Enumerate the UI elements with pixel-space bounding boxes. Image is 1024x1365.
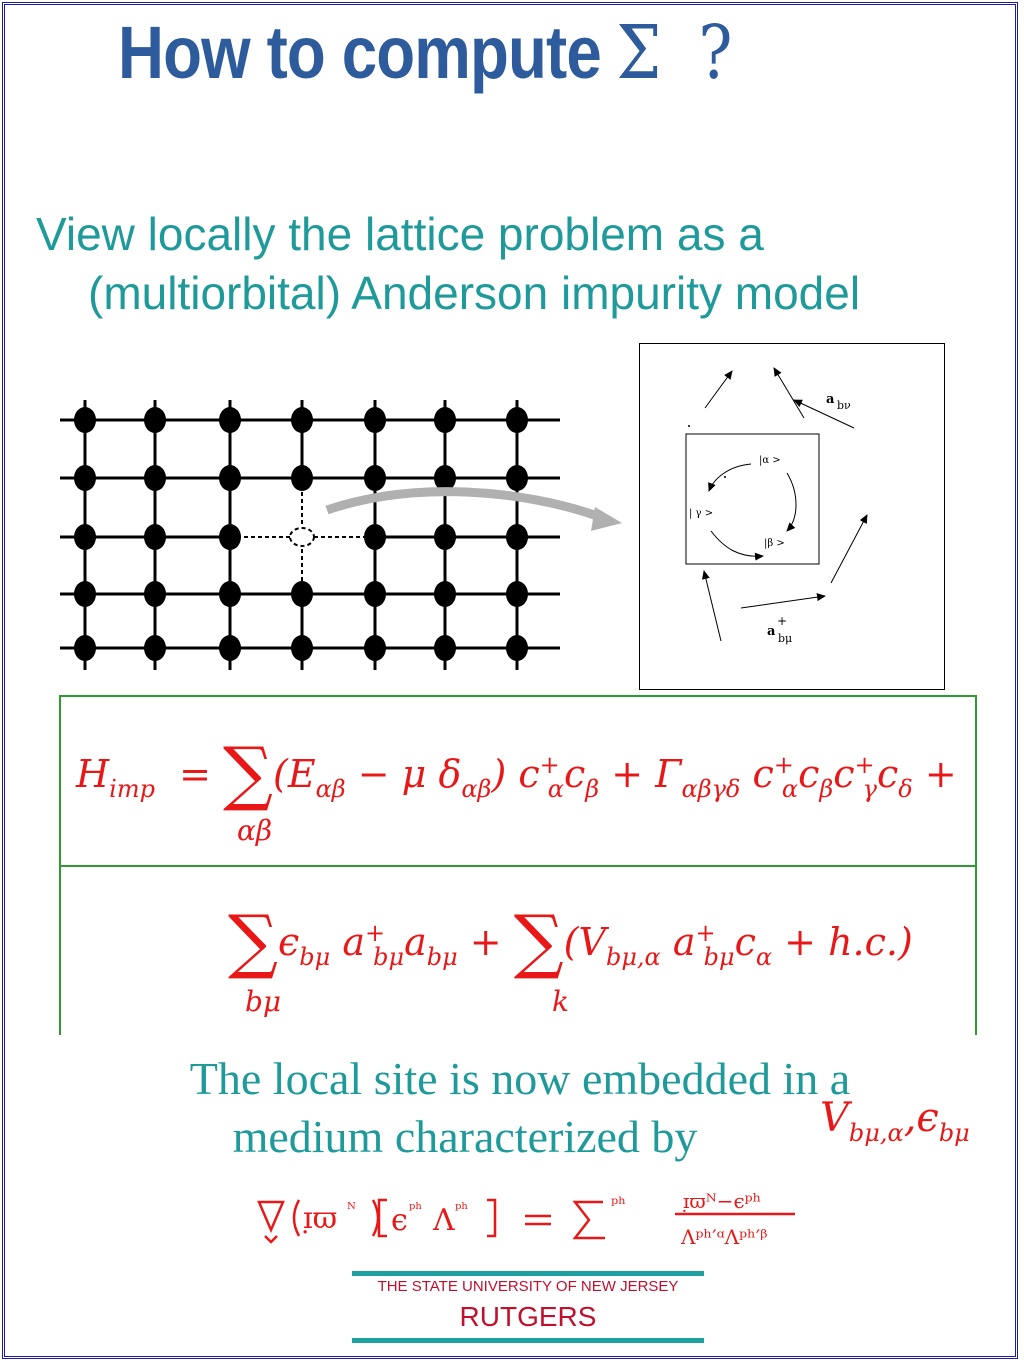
equation-divider xyxy=(61,865,975,867)
impurity-diagram xyxy=(639,343,945,690)
label-a-bmu-sup: + xyxy=(777,614,788,628)
lattice-diagram xyxy=(55,395,630,675)
paragraph-line-1: The local site is now embedded in a xyxy=(189,1053,851,1104)
title-sigma: Σ xyxy=(616,10,661,96)
label-a-bnu: a xyxy=(826,392,835,407)
footer-university: THE STATE UNIVERSITY OF NEW JERSEY xyxy=(377,1278,679,1295)
embedding-paragraph xyxy=(110,1050,930,1166)
hamiltonian-line-1: $H_{imp} = \sum(E_{\alpha\beta} - \mu$ $\delta_{\alpha\beta}$) $c^+_\alpha c_\beta + \Gamma_{\alpha\beta\gamma\delta}$ $c^+_\alpha c_\beta c^+_\gamma c_\delta$ + xyxy=(76,732,957,814)
medium-parameters-formula: $V_{b\mu,\alpha},\epsilon_{b\mu}$ xyxy=(820,1095,970,1147)
subtitle-line-2: (multiorbital) Anderson impurity model xyxy=(88,267,861,319)
slide-title xyxy=(118,10,732,96)
hamiltonian-line-2: $\sum\epsilon_{b\mu}$ $a^+_{b\mu}a_{b\mu} + \sum(V_{b\mu,\alpha}$ $a^+_{b\mu}c_\alpha + h.c$.) xyxy=(228,900,913,982)
footer-rule-bottom xyxy=(352,1338,704,1343)
slide-subtitle xyxy=(36,205,860,323)
sum-subscript-bmu: bμ xyxy=(245,985,282,1018)
label-a-bmu: a xyxy=(767,624,776,639)
svg-text:ᵖʰ: ᵖʰ xyxy=(409,1199,423,1218)
svg-text:ᵖʰ: ᵖʰ xyxy=(611,1194,626,1215)
svg-text:ᴺ: ᴺ xyxy=(347,1199,356,1218)
h-imp-subscript: imp xyxy=(109,775,155,803)
label-beta: |β > xyxy=(764,538,785,549)
title-question-mark: ? xyxy=(698,10,732,96)
svg-text:ᵖʰ: ᵖʰ xyxy=(455,1199,469,1218)
h-imp-symbol: H xyxy=(76,752,110,796)
footer-rutgers: RUTGERS xyxy=(459,1301,597,1332)
svg-text:Λᵖʰ′ᵅΛᵖʰ′ᵝ: Λᵖʰ′ᵅΛᵖʰ′ᵝ xyxy=(681,1225,768,1249)
label-a-bmu-sub: bμ xyxy=(778,632,793,645)
label-a-bnu-sub: bν xyxy=(837,399,851,412)
paragraph-line-2: medium characterized by xyxy=(232,1111,698,1162)
hybridization-function-formula xyxy=(255,1180,815,1250)
svg-text:ɪ̣ϖ: ɪ̣ϖ xyxy=(303,1201,338,1236)
sum-subscript-k: k xyxy=(552,985,569,1018)
subtitle-line-1: View locally the lattice problem as a xyxy=(36,208,764,260)
svg-text:ɪ̣ϖᴺ−ϵᵖʰ: ɪ̣ϖᴺ−ϵᵖʰ xyxy=(683,1189,762,1213)
title-text: How to compute xyxy=(118,11,601,94)
svg-text:Λ: Λ xyxy=(433,1203,455,1238)
label-gamma: | γ > xyxy=(689,508,714,519)
label-alpha: |α > xyxy=(759,455,781,466)
svg-text:ϵ: ϵ xyxy=(391,1203,408,1238)
footer-rule-top xyxy=(352,1271,704,1276)
sum-subscript-alphabeta: αβ xyxy=(237,814,273,847)
